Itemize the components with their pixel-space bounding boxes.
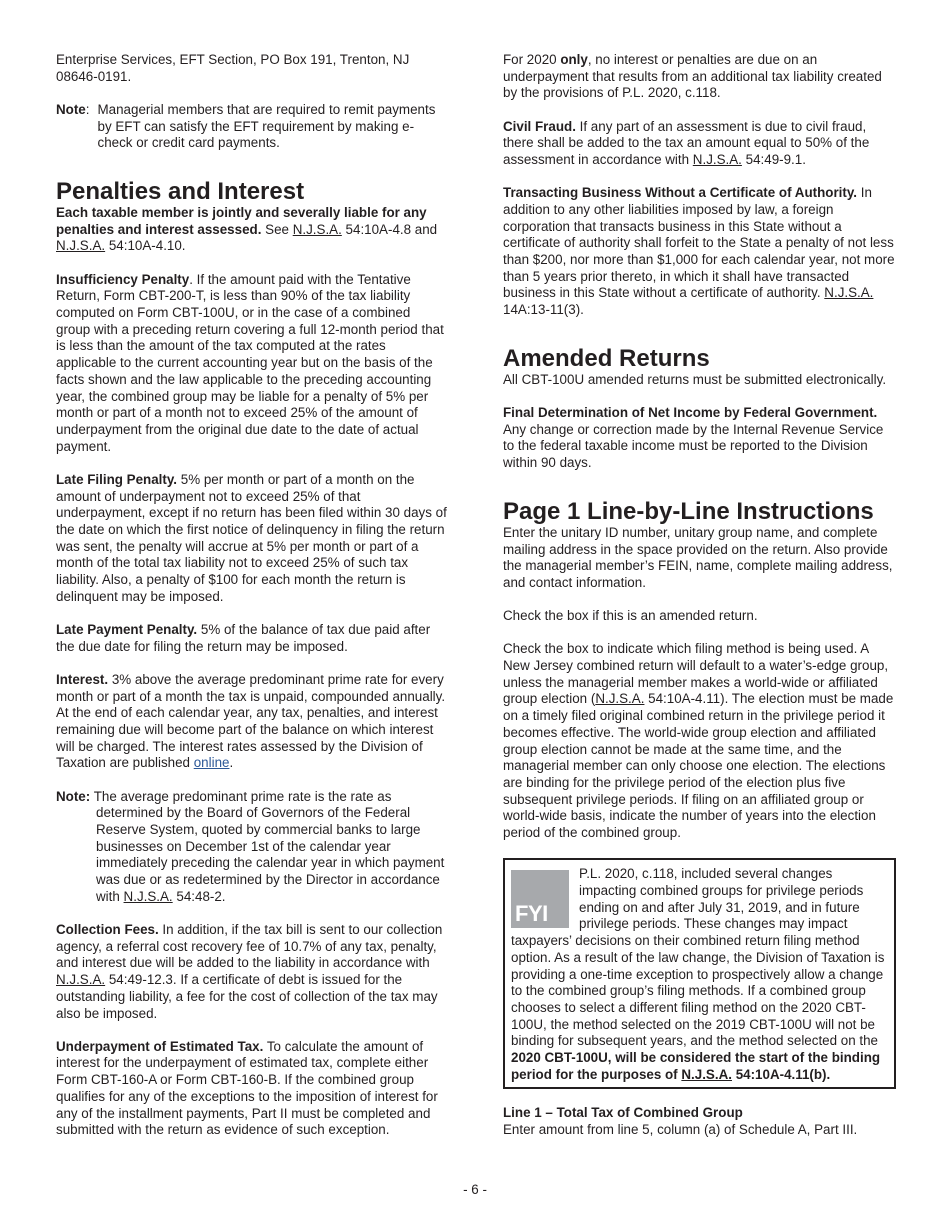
note-prime-rate: Note: The average predominant prime rate is the rate as determined by the Board of Governors of the Federal Reserve System, quoted by commercial banks to large businesses on December 1st of the calendar year immediately preceding the calendar year in which payment was due or as redetermined by the Director in accordance with N.J.S.A. 54:48-2. — [56, 788, 445, 904]
note-eft-text: Managerial members that are required to remit payments by EFT can satisfy the EFT requirement by making e-check or credit card payments. — [97, 101, 436, 151]
online-link[interactable]: online — [193, 755, 230, 771]
penalties-heading: Penalties and Interest — [56, 178, 305, 206]
right-column — [503, 52, 896, 1139]
final-determination: Final Determination of Net Income by Federal Government. Any change or correction made by the Internal Revenue Service to the federal taxable income must be reported to the Division within 90 days. — [503, 405, 884, 471]
fyi-icon: FYI — [511, 870, 569, 928]
late-payment-penalty: Late Payment Penalty. 5% of the balance of tax due paid after the due date for filing the return may be imposed. — [56, 621, 431, 654]
amended-heading: Amended Returns — [503, 344, 710, 372]
amended-text: All CBT-100U amended returns must be submitted electronically. — [503, 371, 887, 387]
page-number: - 6 - — [463, 1182, 487, 1197]
left-column — [56, 52, 448, 1155]
transacting-business: Transacting Business Without a Certificate of Authority. In addition to any other liabilities imposed by law, a foreign corporation that transacts business in this State without a certificate of authority shall forfeit to the State a penalty of not less than $200, nor more than $1,000 for each calendar year, not more than 5 years prior thereto, in which it shall have transacted business in this State without a certificate of authority. N.J.S.A. 14A:13-11(3). — [503, 185, 895, 318]
amended-check-text: Check the box if this is an amended return. — [503, 608, 758, 624]
civil-fraud: Civil Fraud. If any part of an assessment is due to civil fraud, there shall be added to the tax an amount equal to 50% of the assessment in accordance with N.J.S.A. 54:49-9.1. — [503, 118, 870, 168]
underpayment-estimated-tax: Underpayment of Estimated Tax. To calculate the amount of interest for the underpayment of estimated tax, complete either Form CBT-160-A or Form CBT-160-B. If the combined group qualifies for any of the exceptions to the imposition of interest for any of the installment payments, Part II must be completed and submitted with the return as evidence of such exception. — [56, 1038, 438, 1138]
fyi-text: P.L. 2020, c.118, included several changes impacting combined groups for privilege periods ending on and after July 31, 2019, and in future privilege periods. These changes may impact taxpayers’ decisions on their combined return filing method option. As a result of the law change, the Division of Taxation is providing a one-time exception to prospectively allow a change to the combined group’s filing methods. If a combined group chooses to select a different filing method on the 2020 CBT-100U, the method selected on the 2019 CBT-100U will not be binding for subsequent years, and the method selected on the — [511, 866, 885, 1049]
insufficiency-penalty: Insufficiency Penalty. If the amount paid with the Tentative Return, Form CBT-200-T, is less than 90% of the tax liability computed on Form CBT-100U, or in the case of a combined group with a preceding return covering a full 12-month period that is less than the amount of the tax computed at the rates applicable to the current accounting year but on the basis of the facts shown and the law applicable to the preceding accounting year, the combined group may be liable for a penalty of 5% per month or part of a month not to exceed 25% of the amount of underpayment from the original due date to the date of actual payment. — [56, 271, 444, 454]
interest-paragraph: Interest. 3% above the average predominant prime rate for every month or part of a month the tax is unpaid, compounded annually. At the end of each calendar year, any tax, penalties, and interest remaining due will become part of the balance on which interest will be charged. The interest rates assessed by the Division of Taxation are published online. — [56, 671, 446, 771]
liability-paragraph: Each taxable member is jointly and severally liable for any penalties and interest assessed. See N.J.S.A. 54:10A-4.8 and N.J.S.A. 54:10A-4.10. — [56, 205, 438, 254]
late-filing-penalty: Late Filing Penalty. 5% per month or part of a month on the amount of underpayment not to exceed 25% of that underpayment, except if no return has been filed within 30 days of the date on which the first notice of delinquency in filing the return was sent, the penalty will accrue at 5% per month or part of a month of the total tax liability not to exceed 25% of such tax liability. Also, a penalty of $100 for each month the return is delinquent may be imposed. — [56, 471, 447, 604]
collection-fees: Collection Fees. In addition, if the tax bill is sent to our collection agency, a referral cost recovery fee of 10.7% of any tax, penalty, and interest due will be added to the liability in accordance with N.J.S.A. 54:49-12.3. If a certificate of debt is issued for the outstanding liability, a fee for the cost of collection of the tax may also be imposed. — [56, 922, 443, 1021]
fyi-box: FYI P.L. 2020, c.118, included several changes impacting combined groups for privilege periods ending on and after July 31, 2019, and in future privilege periods. These changes may impact taxpayers’ decisions on their combined return filing method option. As a result of the law change, the Division of Taxation is providing a one-time exception to prospectively allow a change to the combined group’s filing methods. If a combined group chooses to select a different filing method on the 2020 CBT-100U, the method selected on the 2019 CBT-100U will not be binding for subsequent years, and the method selected on the 2020 CBT-100U, will be considered the start of the binding period for the purposes of N.J.S.A. 54:10A-4.11(b). — [503, 858, 896, 1089]
line1-label: Line 1 – Total Tax of Combined Group — [503, 1105, 743, 1121]
page1-heading: Page 1 Line-by-Line Instructions — [503, 497, 874, 525]
page1-intro: Enter the unitary ID number, unitary group name, and complete mailing address in the space provided on the return. Also provide the managerial member’s FEIN, name, complete mailing address, and contact information. — [503, 524, 893, 590]
note-eft: Note : Managerial members that are required to remit payments by EFT can satisfy the EFT requirement by making e-check or credit card payments. — [56, 102, 448, 152]
eft-address: Enterprise Services, EFT Section, PO Box 191, Trenton, NJ 08646-0191. — [56, 52, 410, 84]
filing-method-text: Check the box to indicate which filing method is being used. A New Jersey combined return will default to a water’s-edge group, unless the managerial member makes a world-wide or affiliated group election (N.J.S.A. 54:10A-4.11). The election must be made on a timely filed original combined return in the privilege period it becomes effective. The world-wide group election and affiliated group election cannot be made at the same time, and the managerial member can only choose one election. The elections are binding for the privilege period of the election plus five subsequent privilege periods. If filing on an affiliated group or world-wide basis, indicate the number of years into the election period of the combined group. — [503, 641, 894, 841]
relief-2020: For 2020 only, no interest or penalties are due on an underpayment that results from an additional tax liability created by the provisions of P.L. 2020, c.118. — [503, 52, 882, 101]
line1-text: Enter amount from line 5, column (a) of Schedule A, Part III. — [503, 1122, 858, 1138]
line1-section — [503, 1105, 896, 1138]
